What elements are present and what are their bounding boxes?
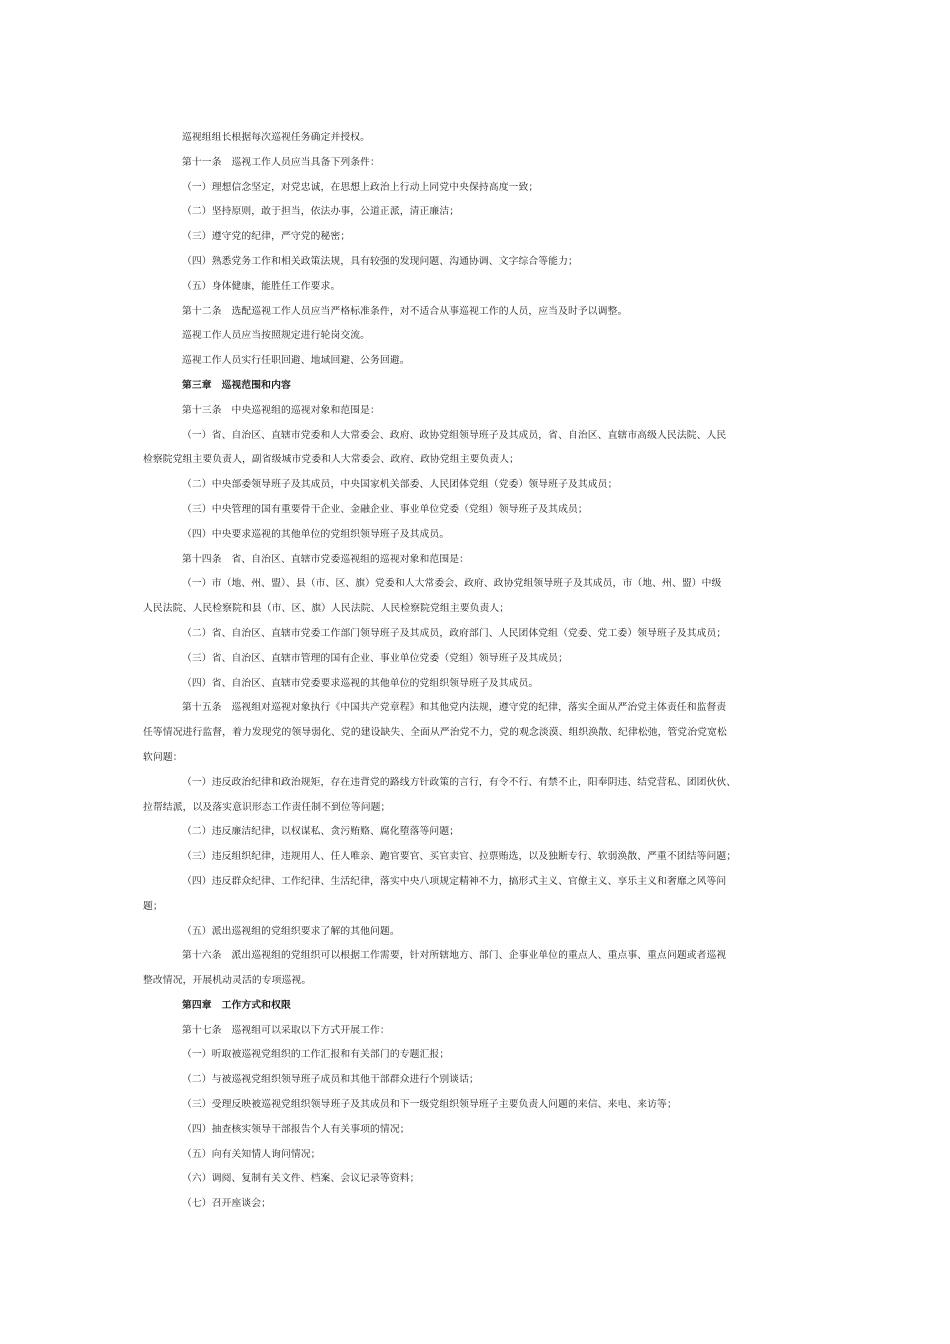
list-item: （三）受理反映被巡视党组织领导班子及其成员和下一级党组织领导班子主要负责人问题的来信、来电、来访等； bbox=[182, 1099, 677, 1111]
list-item-continuation: 人民法院、人民检察院和县（市、区、旗）人民法院、人民检察院党组主要负责人； bbox=[143, 603, 510, 615]
list-item: （七）召开座谈会； bbox=[182, 1198, 272, 1210]
list-item-continuation: 题； bbox=[143, 900, 163, 912]
list-item: （二）中央部委领导班子及其成员，中央国家机关部委、人民团体党组（党委）领导班子及其成员； bbox=[182, 479, 618, 491]
list-item: （二）坚持原则，敢于担当，依法办事，公道正派，清正廉洁； bbox=[182, 206, 460, 218]
paragraph-line: 巡视工作人员应当按照规定进行轮岗交流。 bbox=[182, 330, 371, 342]
article-17-heading: 第十七条 巡视组可以采取以下方式开展工作： bbox=[182, 1024, 390, 1036]
list-item: （三）省、自治区、直辖市管理的国有企业、事业单位党委（党组）领导班子及其成员； bbox=[182, 652, 568, 664]
chapter-3-title: 第三章 巡视范围和内容 bbox=[182, 379, 291, 391]
list-item: （一）理想信念坚定，对党忠诚，在思想上政治上行动上同党中央保持高度一致； bbox=[182, 181, 539, 193]
list-item: （五）派出巡视组的党组织要求了解的其他问题。 bbox=[182, 925, 400, 937]
list-item: （二）与被巡视党组织领导班子成员和其他干部群众进行个别谈话； bbox=[182, 1074, 479, 1086]
list-item: （二）违反廉洁纪律，以权谋私、贪污贿赂、腐化堕落等问题； bbox=[182, 826, 460, 838]
list-item: （一）听取被巡视党组织的工作汇报和有关部门的专题汇报； bbox=[182, 1049, 450, 1061]
article-14-heading: 第十四条 省、自治区、直辖市党委巡视组的巡视对象和范围是： bbox=[182, 553, 470, 565]
paragraph-line: 巡视组组长根据每次巡视任务确定并授权。 bbox=[182, 132, 371, 143]
article-12-heading: 第十二条 选配巡视工作人员应当严格标准条件，对不适合从事巡视工作的人员，应当及时予以调整。 bbox=[182, 305, 628, 317]
article-13-heading: 第十三条 中央巡视组的巡视对象和范围是： bbox=[182, 404, 380, 416]
paragraph-continuation: 整改情况，开展机动灵活的专项巡视。 bbox=[143, 975, 312, 987]
list-item: （六）调阅、复制有关文件、档案、会议记录等资料； bbox=[182, 1173, 420, 1185]
list-item-continuation: 拉帮结派，以及落实意识形态工作责任制不到位等问题； bbox=[143, 801, 391, 813]
list-item: （三）违反组织纪律，违规用人、任人唯亲、跑官要官、买官卖官、拉票贿选，以及独断专行、软弱涣散、严重不团结等问题； bbox=[182, 851, 737, 863]
list-item-continuation: 检察院党组主要负责人，副省级城市党委和人大常委会、政府、政协党组主要负责人； bbox=[143, 454, 520, 466]
paragraph-continuation: 软问题： bbox=[143, 751, 183, 763]
list-item: （四）抽查核实领导干部报告个人有关事项的情况； bbox=[182, 1123, 410, 1135]
article-15-heading: 第十五条 巡视组对巡视对象执行《中国共产党章程》和其他党内法规，遵守党的纪律，落实全面从严治党主体责任和监督责 bbox=[182, 702, 727, 714]
list-item: （一）省、自治区、直辖市党委和人大常委会、政府、政协党组领导班子及其成员，省、自治区、直辖市高级人民法院、人民 bbox=[182, 429, 727, 441]
chapter-4-title: 第四章 工作方式和权限 bbox=[182, 999, 291, 1011]
list-item: （四）中央要求巡视的其他单位的党组织领导班子及其成员。 bbox=[182, 528, 450, 540]
article-16-heading: 第十六条 派出巡视组的党组织可以根据工作需要，针对所辖地方、部门、企事业单位的重点人、重点事、重点问题或者巡视 bbox=[182, 950, 727, 962]
document-body bbox=[0, 126, 950, 1217]
list-item: （五）身体健康，能胜任工作要求。 bbox=[182, 280, 341, 292]
list-item: （三）遵守党的纪律，严守党的秘密； bbox=[182, 231, 351, 243]
list-item: （四）熟悉党务工作和相关政策法规，具有较强的发现问题、沟通协调、文字综合等能力； bbox=[182, 255, 578, 267]
list-item: （四）违反群众纪律、工作纪律、生活纪律，落实中央八项规定精神不力，搞形式主义、官僚主义、享乐主义和奢靡之风等问 bbox=[182, 875, 727, 887]
list-item: （二）省、自治区、直辖市党委工作部门领导班子及其成员，政府部门、人民团体党组（党委、党工委）领导班子及其成员； bbox=[182, 627, 727, 639]
paragraph-line: 巡视工作人员实行任职回避、地域回避、公务回避。 bbox=[182, 355, 410, 367]
list-item: （一）违反政治纪律和政治规矩，存在违背党的路线方针政策的言行，有令不行、有禁不止，阳奉阴违、结党营私、团团伙伙、 bbox=[182, 776, 737, 788]
list-item: （五）向有关知情人询问情况； bbox=[182, 1148, 321, 1160]
list-item: （四）省、自治区、直辖市党委要求巡视的其他单位的党组织领导班子及其成员。 bbox=[182, 677, 539, 689]
list-item: （一）市（地、州、盟）、县（市、区、旗）党委和人大常委会、政府、政协党组领导班子及其成员，市（地、州、盟）中级 bbox=[182, 578, 722, 590]
paragraph-continuation: 任等情况进行监督，着力发现党的领导弱化、党的建设缺失、全面从严治党不力，党的观念淡漠、组织涣散、纪律松弛，管党治党宽松 bbox=[143, 727, 727, 739]
article-11-heading: 第十一条 巡视工作人员应当具备下列条件： bbox=[182, 156, 380, 168]
list-item: （三）中央管理的国有重要骨干企业、金融企业、事业单位党委（党组）领导班子及其成员； bbox=[182, 503, 588, 515]
